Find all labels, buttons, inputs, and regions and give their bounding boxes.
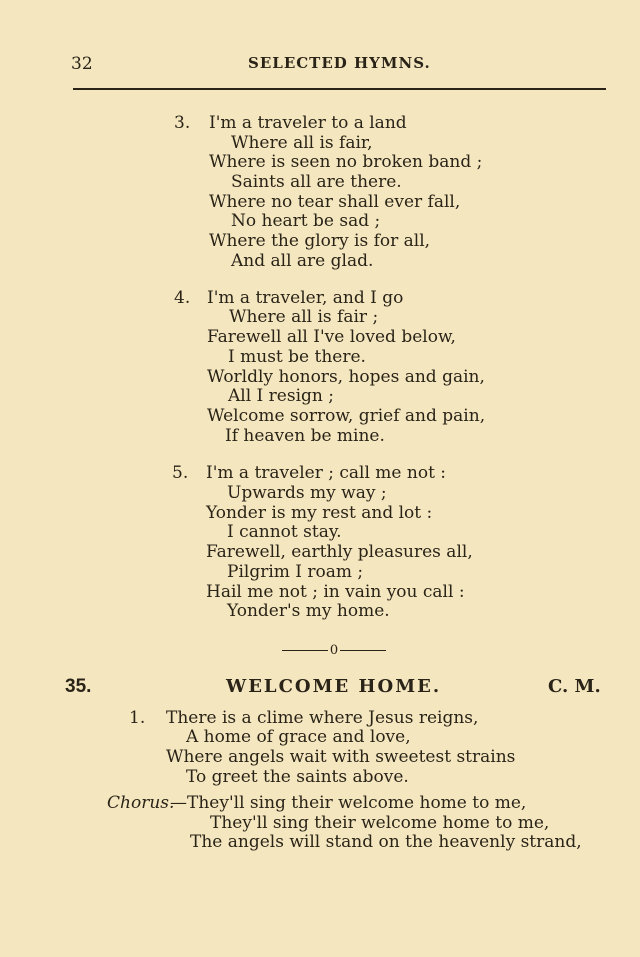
hymn-line: Hail me not ; in vain you call : <box>206 582 465 602</box>
hymn-line: And all are glad. <box>231 251 374 271</box>
hymn-line: The angels will stand on the heavenly strand, <box>190 832 582 852</box>
hymn-line: Welcome sorrow, grief and pain, <box>207 406 486 426</box>
hymn-line: Worldly honors, hopes and gain, <box>207 367 485 387</box>
running-title: SELECTED HYMNS. <box>248 54 431 72</box>
hymn-line: Farewell all I've loved below, <box>207 327 456 347</box>
hymn-line: Where no tear shall ever fall, <box>209 192 461 212</box>
hymn-line: Where all is fair, <box>231 133 373 153</box>
hymn-line: I cannot stay. <box>227 522 342 542</box>
hymn-line: I'm a traveler ; call me not : <box>206 463 447 483</box>
hymn-line: Yonder is my rest and lot : <box>206 503 433 523</box>
hymn-line: Pilgrim I roam ; <box>227 562 364 582</box>
hymn-title: WELCOME HOME. <box>226 676 442 697</box>
hymn-line: Yonder's my home. <box>227 601 390 621</box>
hymn-line: If heaven be mine. <box>225 426 385 446</box>
hymn-meter: C. M. <box>548 676 601 697</box>
hymn-line: Where the glory is for all, <box>209 231 431 251</box>
hymn-line: Farewell, earthly pleasures all, <box>206 542 473 562</box>
hymn-line: All I resign ; <box>228 386 334 406</box>
hymn-line: A home of grace and love, <box>186 727 411 747</box>
hymn-line: To greet the saints above. <box>186 767 409 787</box>
hymn-line: Where is seen no broken band ; <box>209 152 483 172</box>
divider-rule <box>340 650 386 651</box>
hymn-line: Where angels wait with sweetest strains <box>166 747 516 767</box>
hymn-line: There is a clime where Jesus reigns, <box>166 708 479 728</box>
divider-mark: 0 <box>329 643 339 658</box>
page-number: 32 <box>71 54 93 74</box>
chorus-label: Chorus. <box>107 793 175 813</box>
hymn-line: No heart be sad ; <box>231 211 381 231</box>
hymn-line: Where all is fair ; <box>229 307 379 327</box>
stanza-number: 4. <box>174 288 191 308</box>
stanza-number: 3. <box>174 113 191 133</box>
stanza-number: 5. <box>172 463 189 483</box>
hymn-line: I'm a traveler to a land <box>209 113 407 133</box>
header-rule <box>73 88 606 90</box>
hymn-line: —They'll sing their welcome home to me, <box>170 793 527 813</box>
hymn-line: Saints all are there. <box>231 172 402 192</box>
section-divider <box>282 643 386 658</box>
hymn-line: I'm a traveler, and I go <box>207 288 404 308</box>
hymn-line: They'll sing their welcome home to me, <box>210 813 550 833</box>
hymn-line: Upwards my way ; <box>227 483 387 503</box>
hymn-number: 35. <box>65 676 92 697</box>
verse-number: 1. <box>129 708 146 728</box>
hymn-line: I must be there. <box>228 347 366 367</box>
divider-rule <box>282 650 328 651</box>
